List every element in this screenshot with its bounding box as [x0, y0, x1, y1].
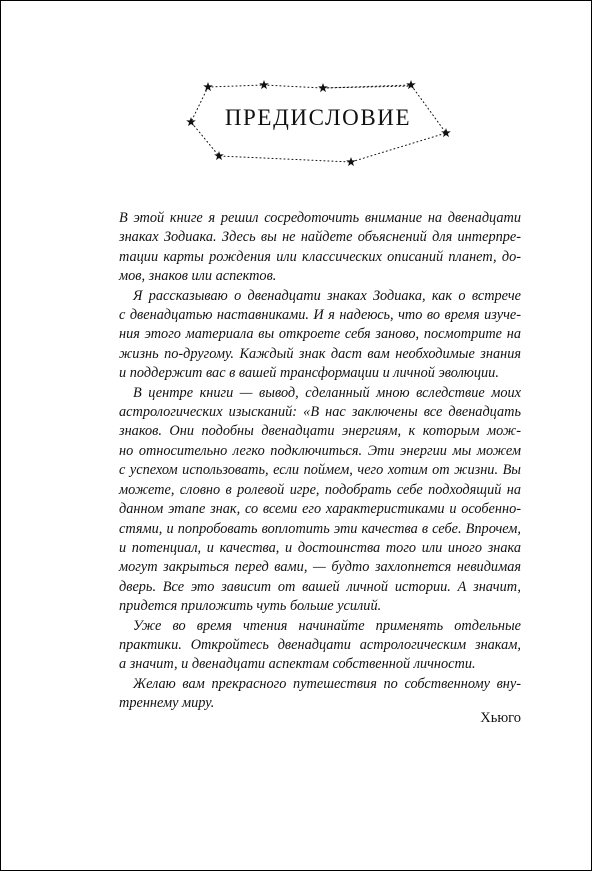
preface-body [119, 209, 521, 714]
text-line: Уже во время чтения начинайте применять отдельные [133, 617, 521, 634]
text-line: и поддержит вас в вашей трансформации и личной эволюции. [119, 365, 499, 382]
paragraph [119, 617, 521, 675]
text-line: мов, знаков или аспектов. [119, 268, 277, 285]
paragraph [119, 287, 521, 384]
text-line: данном этапе знак, со всеми его характеристиками и особенно- [119, 501, 521, 518]
page-title: ПРЕДИСЛОВИЕ [224, 105, 412, 130]
text-line: придется приложить чуть больше усилий. [119, 598, 382, 615]
text-line: астрологических изысканий: «В нас заключены все двенадцать [119, 404, 521, 421]
author-signature: Хьюго [480, 710, 521, 726]
text-line: можете, словно в ролевой игре, подобрать себе подходящий на [119, 481, 521, 498]
text-line: тации карты рождения или классических описаний планет, до- [119, 248, 521, 265]
text-line: стями, и попробовать воплотить эти качества в себе. Впрочем, [119, 520, 521, 537]
text-line: ния этого материала вы откроете себя заново, посмотрите на [119, 326, 521, 343]
text-line: а значит, и двенадцати аспектам собственной личности. [119, 656, 476, 673]
text-line: жизнь по-другому. Каждый знак даст вам необходимые знания [119, 345, 521, 362]
text-line: знаков. Они подобны двенадцати энергиям, к которым мож- [119, 423, 521, 440]
paragraph [119, 675, 521, 714]
text-line: знаках Зодиака. Здесь вы не найдете объяснений для интерпре- [119, 229, 521, 246]
text-line: В этой книге я решил сосредоточить внимание на двенадцати [119, 210, 521, 226]
text-line: Желаю вам прекрасного путешествия по собственному вну- [133, 675, 521, 692]
text-line: могут закрыться перед вами, — будто захлопнется невидимая [119, 559, 521, 576]
text-line: практики. Откройтесь двенадцати астрологическим знакам, [119, 636, 521, 653]
text-line: треннему миру. [119, 695, 215, 712]
text-line: и потенциал, и качества, и достоинства того или иного знака [119, 539, 521, 556]
paragraph [119, 384, 521, 617]
text-line: дверь. Все это зависит от вашей личной истории. А значит, [119, 578, 521, 595]
text-line: но относительно легко подключиться. Эти энергии мы можем [119, 442, 521, 459]
paragraph [119, 209, 521, 287]
text-line: В центре книги — вывод, сделанный мною вследствие моих [133, 384, 521, 401]
text-line: с двенадцатью наставниками. И я надеюсь, что во время изуче- [119, 307, 521, 324]
text-line: с успехом использовать, если поймем, чего хотим от жизни. Вы [119, 462, 521, 479]
text-line: Я рассказываю о двенадцати знаках Зодиака, как о встрече [133, 287, 521, 304]
